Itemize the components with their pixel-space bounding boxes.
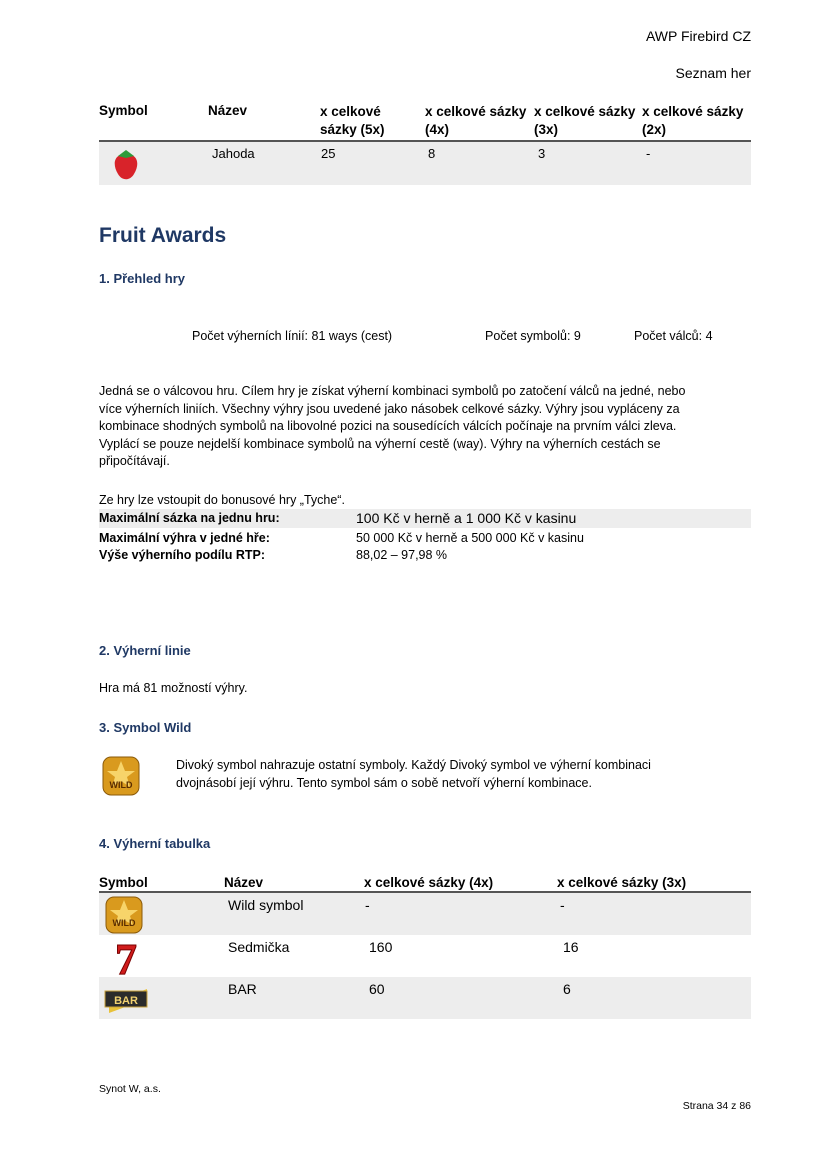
svg-text:WILD: WILD	[109, 780, 133, 790]
cell-4x: 8	[428, 146, 436, 161]
desc-line: Vyplácí se pouze nejdelší kombinace symbolů na výherní cestě (way). Výhry na výherních cestách se	[99, 436, 661, 451]
cell-3x: 3	[538, 146, 546, 161]
desc-line: připočítávají.	[99, 454, 170, 468]
bonus-text: Ze hry lze vstoupit do bonusové hry „Tyche“.	[99, 493, 345, 507]
cell-4x: 160	[369, 939, 393, 955]
cell-4x: -	[365, 897, 370, 913]
cell-name: Wild symbol	[228, 897, 304, 913]
svg-text:WILD: WILD	[112, 918, 136, 928]
th-name: Název	[224, 875, 264, 890]
wild-description	[176, 757, 756, 792]
th-2x-l1: x celkové sázky	[642, 104, 744, 119]
header-subtitle: Seznam her	[675, 65, 751, 81]
th-2x-l2: (2x)	[642, 122, 667, 137]
th-3x	[534, 103, 635, 139]
th-symbol: Symbol	[99, 103, 148, 118]
cell-3x: -	[560, 897, 565, 913]
info-value: 88,02 – 97,98 %	[356, 548, 448, 562]
bar-icon	[103, 985, 149, 1015]
svg-text:7: 7	[115, 938, 137, 976]
strawberry-icon	[110, 146, 142, 182]
cell-5x: 25	[321, 146, 336, 161]
info-label: Výše výherního podílu RTP:	[99, 548, 265, 562]
th-3x: x celkové sázky (3x)	[557, 875, 687, 890]
section-2-heading: 2. Výherní linie	[99, 643, 191, 658]
wild-icon	[101, 755, 141, 797]
desc-line: více výherních liniích. Všechny výhry jsou uvedené jako násobek celkové sázky. Výhry jsou vypláceny za	[99, 401, 680, 416]
page-number: Strana 34 z 86	[682, 1100, 751, 1112]
cell-3x: 6	[563, 981, 571, 997]
th-3x-l1: x celkové sázky	[534, 104, 636, 119]
info-value: 50 000 Kč v herně a 500 000 Kč v kasinu	[356, 531, 584, 545]
cell-2x: -	[646, 146, 651, 161]
cell-3x: 16	[563, 939, 579, 955]
th-symbol: Symbol	[99, 875, 148, 890]
reels-count: Počet válců: 4	[634, 329, 713, 343]
svg-text:BAR: BAR	[114, 995, 138, 1007]
th-4x-l2: (4x)	[425, 122, 450, 137]
table-row	[99, 142, 751, 185]
section-2-text: Hra má 81 možností výhry.	[99, 681, 248, 695]
cell-name: Jahoda	[212, 146, 255, 161]
desc-line: kombinace shodných symbolů na libovolné pozici na sousedících válcích počínaje na prvním válci zleva.	[99, 419, 677, 433]
description-paragraph	[99, 383, 759, 471]
cell-4x: 60	[369, 981, 385, 997]
th-5x-l2: sázky (5x)	[320, 122, 385, 137]
footer-company: Synot W, a.s.	[99, 1083, 161, 1095]
section-1-heading: 1. Přehled hry	[99, 271, 185, 286]
paylines-count: Počet výherních línií: 81 ways (cest)	[192, 329, 393, 343]
wild-desc-line: dvojnásobí její výhru. Tento symbol sám o sobě netvoří výherní kombinace.	[176, 775, 592, 790]
header-company: AWP Firebird CZ	[645, 28, 751, 44]
th-5x-l1: x celkové	[320, 104, 381, 119]
table-row	[99, 893, 751, 935]
th-3x-l2: (3x)	[534, 122, 559, 137]
wild-desc-line: Divoký symbol nahrazuje ostatní symboly. Každý Divoký symbol ve výherní kombinaci	[176, 758, 651, 772]
game-title: Fruit Awards	[99, 224, 227, 247]
th-2x	[642, 103, 743, 139]
table-row	[99, 977, 751, 1019]
cell-name: Sedmička	[228, 939, 290, 955]
th-name: Název	[208, 103, 248, 118]
section-3-heading: 3. Symbol Wild	[99, 720, 192, 735]
symbols-count: Počet symbolů: 9	[485, 329, 581, 343]
th-4x-l1: x celkové sázky	[425, 104, 527, 119]
seven-icon	[108, 938, 144, 976]
th-4x: x celkové sázky (4x)	[364, 875, 494, 890]
th-4x	[425, 103, 526, 139]
cell-name: BAR	[228, 981, 257, 997]
desc-line: Jedná se o válcovou hru. Cílem hry je získat výherní kombinaci symbolů po zatočení válců na jedné, nebo	[99, 384, 686, 398]
info-value: 100 Kč v herně a 1 000 Kč v kasinu	[356, 510, 577, 526]
wild-icon	[104, 895, 144, 935]
info-label: Maximální výhra v jedné hře:	[99, 531, 270, 545]
section-4-heading: 4. Výherní tabulka	[99, 836, 211, 851]
th-5x	[320, 103, 385, 139]
info-label: Maximální sázka na jednu hru:	[99, 511, 280, 525]
